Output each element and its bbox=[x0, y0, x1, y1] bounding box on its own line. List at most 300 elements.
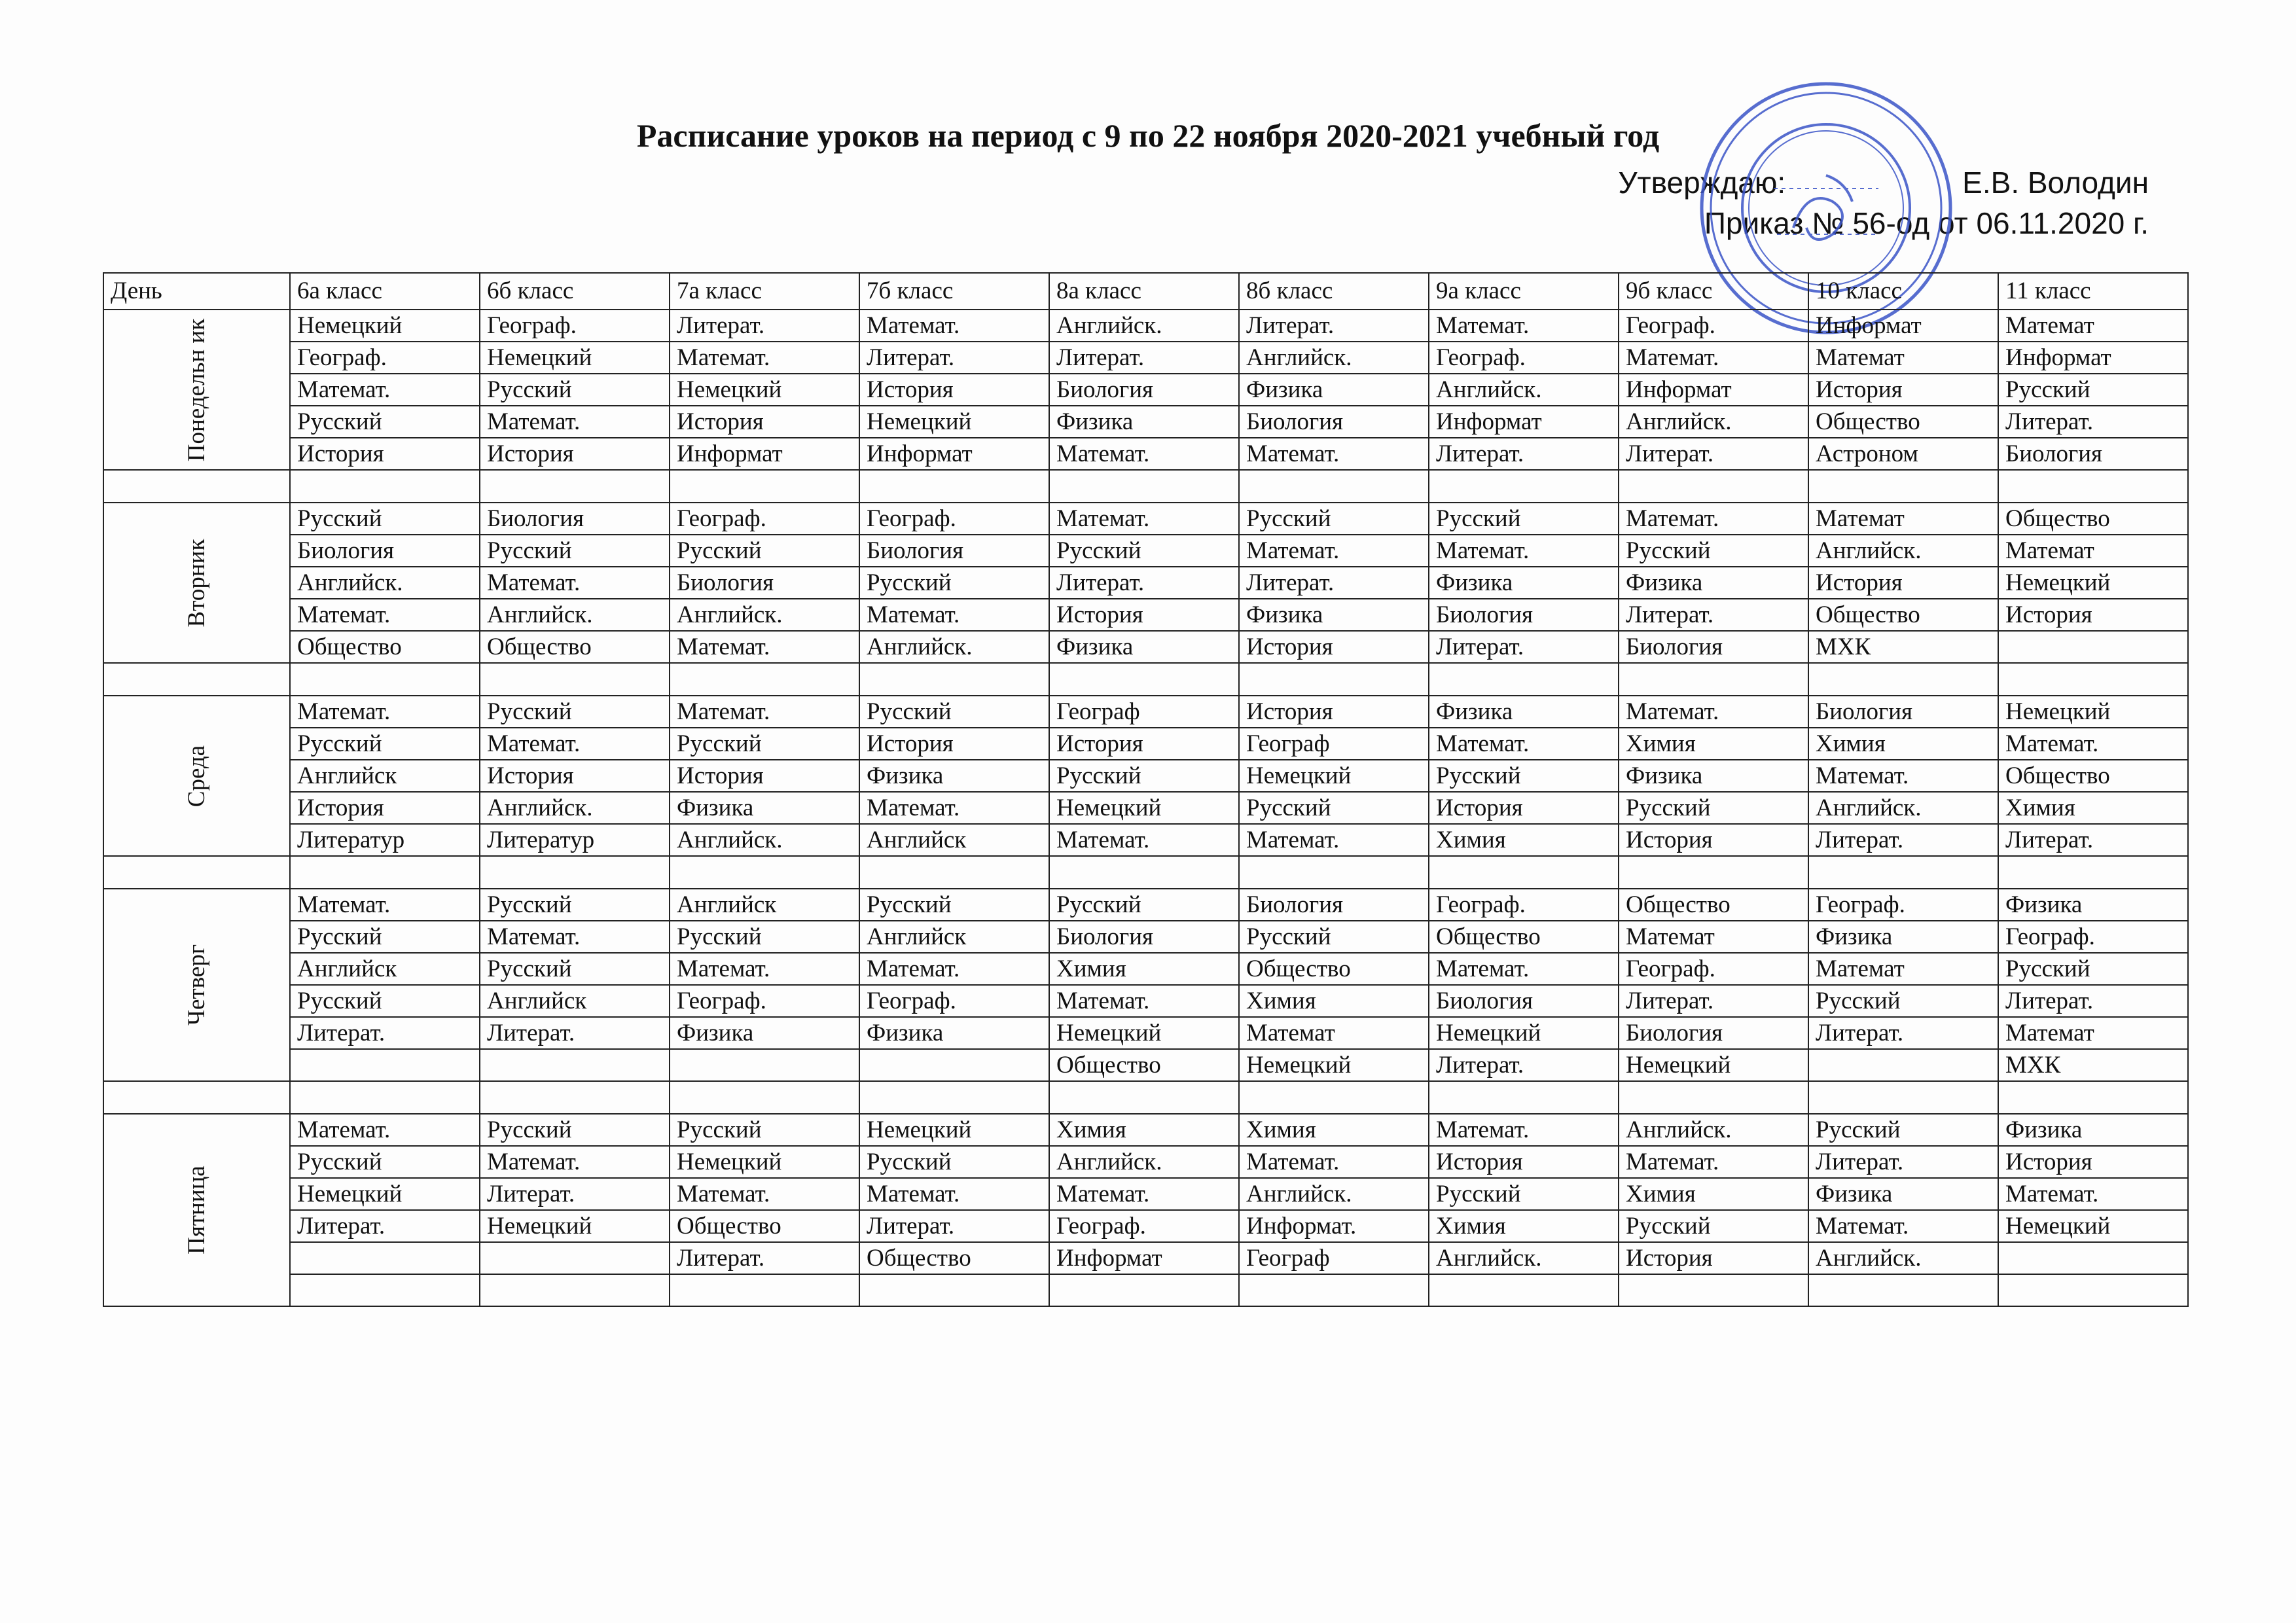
lesson-cell: Математ. bbox=[859, 792, 1049, 824]
lesson-cell: Математ. bbox=[670, 631, 859, 663]
lesson-cell: Литерат. bbox=[480, 1017, 670, 1049]
day-cell bbox=[103, 310, 290, 470]
day-cell bbox=[103, 503, 290, 663]
lesson-cell bbox=[290, 1049, 480, 1081]
lesson-cell: Математ. bbox=[670, 696, 859, 728]
lesson-cell: Информат bbox=[1429, 406, 1619, 438]
lesson-cell: Физика bbox=[1808, 1178, 1998, 1210]
lesson-cell: Математ. bbox=[859, 599, 1049, 631]
lesson-row bbox=[103, 406, 2188, 438]
lesson-cell: История bbox=[1049, 728, 1239, 760]
lesson-row bbox=[103, 824, 2188, 856]
lesson-cell: Литерат. bbox=[1239, 310, 1429, 342]
lesson-cell: Русский bbox=[480, 374, 670, 406]
lesson-cell: Химия bbox=[1429, 824, 1619, 856]
lesson-cell: История bbox=[1808, 374, 1998, 406]
lesson-cell: История bbox=[1808, 567, 1998, 599]
lesson-cell: История bbox=[290, 792, 480, 824]
lesson-cell: Немецкий bbox=[670, 374, 859, 406]
lesson-cell: Математ. bbox=[480, 567, 670, 599]
lesson-cell: Общество bbox=[480, 631, 670, 663]
lesson-cell: Информат bbox=[859, 438, 1049, 470]
empty-cell bbox=[290, 856, 480, 889]
empty-cell bbox=[1239, 470, 1429, 503]
lesson-cell: Математ. bbox=[1239, 1146, 1429, 1178]
lesson-cell: Математ bbox=[1808, 953, 1998, 985]
lesson-cell: Русский bbox=[670, 1114, 859, 1146]
page-title: Расписание уроков на период с 9 по 22 ноября 2020-2021 учебный год bbox=[636, 117, 1660, 154]
day-label: Четверг bbox=[183, 944, 210, 1026]
lesson-cell: Математ. bbox=[480, 406, 670, 438]
lesson-cell: Русский bbox=[480, 953, 670, 985]
empty-cell bbox=[103, 1081, 290, 1114]
empty-cell bbox=[1049, 470, 1239, 503]
lesson-cell: Английск. bbox=[1619, 406, 1808, 438]
lesson-cell: Географ. bbox=[1429, 342, 1619, 374]
lesson-cell: Физика bbox=[1808, 921, 1998, 953]
lesson-cell: История bbox=[1429, 792, 1619, 824]
lesson-cell: Математ. bbox=[1049, 985, 1239, 1017]
lesson-cell: Географ. bbox=[1998, 921, 2188, 953]
lesson-cell: Физика bbox=[1998, 1114, 2188, 1146]
lesson-cell: Русский bbox=[1619, 1210, 1808, 1242]
header-cell: 6б класс bbox=[480, 273, 670, 310]
schedule-table bbox=[103, 272, 2189, 1307]
lesson-row bbox=[103, 599, 2188, 631]
lesson-cell: Русский bbox=[1619, 792, 1808, 824]
lesson-row bbox=[103, 1114, 2188, 1146]
lesson-cell: Математ. bbox=[1239, 535, 1429, 567]
lesson-cell: Математ. bbox=[1239, 438, 1429, 470]
empty-cell bbox=[1429, 856, 1619, 889]
lesson-cell: Немецкий bbox=[1998, 567, 2188, 599]
lesson-cell: Географ. bbox=[1808, 889, 1998, 921]
lesson-cell: Русский bbox=[290, 406, 480, 438]
lesson-cell: Математ. bbox=[1429, 728, 1619, 760]
lesson-cell: Географ. bbox=[670, 985, 859, 1017]
lesson-cell: Математ. bbox=[1429, 310, 1619, 342]
lesson-cell: Математ. bbox=[859, 953, 1049, 985]
empty-cell bbox=[480, 856, 670, 889]
lesson-cell: Английск bbox=[480, 985, 670, 1017]
approval-order: Приказ № 56-од от 06.11.2020 г. bbox=[1704, 206, 2149, 240]
empty-cell bbox=[670, 663, 859, 696]
lesson-cell bbox=[480, 1049, 670, 1081]
lesson-cell: Математ. bbox=[1239, 824, 1429, 856]
lesson-cell: Английск bbox=[859, 921, 1049, 953]
lesson-cell: Математ bbox=[1998, 1017, 2188, 1049]
header-cell: 9а класс bbox=[1429, 273, 1619, 310]
lesson-cell: Английск. bbox=[1239, 1178, 1429, 1210]
lesson-cell: Общество bbox=[1998, 503, 2188, 535]
lesson-cell: Географ. bbox=[290, 342, 480, 374]
empty-cell bbox=[670, 470, 859, 503]
lesson-cell: Биология bbox=[480, 503, 670, 535]
day-separator-row bbox=[103, 1081, 2188, 1114]
lesson-cell: Математ. bbox=[290, 599, 480, 631]
lesson-cell: Математ. bbox=[480, 921, 670, 953]
lesson-cell bbox=[1239, 1274, 1429, 1306]
lesson-cell: Русский bbox=[859, 889, 1049, 921]
lesson-row bbox=[103, 503, 2188, 535]
lesson-cell: Литерат. bbox=[859, 1210, 1049, 1242]
lesson-cell: Русский bbox=[290, 921, 480, 953]
lesson-cell: Немецкий bbox=[1998, 1210, 2188, 1242]
lesson-cell: История bbox=[1998, 599, 2188, 631]
lesson-cell: Литерат. bbox=[670, 310, 859, 342]
lesson-cell: Английск. bbox=[1049, 310, 1239, 342]
lesson-cell: Русский bbox=[290, 985, 480, 1017]
lesson-cell: Немецкий bbox=[1619, 1049, 1808, 1081]
lesson-cell: Географ. bbox=[1429, 889, 1619, 921]
lesson-cell: Физика bbox=[1239, 374, 1429, 406]
lesson-cell: Русский bbox=[1239, 503, 1429, 535]
lesson-cell bbox=[1998, 631, 2188, 663]
lesson-cell: Математ. bbox=[1808, 760, 1998, 792]
lesson-row bbox=[103, 921, 2188, 953]
empty-cell bbox=[1808, 470, 1998, 503]
empty-cell bbox=[1049, 1081, 1239, 1114]
lesson-cell: Астроном bbox=[1808, 438, 1998, 470]
lesson-cell bbox=[1049, 1274, 1239, 1306]
lesson-cell: Русский bbox=[1429, 503, 1619, 535]
lesson-cell: Физика bbox=[859, 1017, 1049, 1049]
empty-cell bbox=[1998, 663, 2188, 696]
lesson-cell: Английск. bbox=[1049, 1146, 1239, 1178]
empty-cell bbox=[859, 663, 1049, 696]
lesson-cell: Русский bbox=[1429, 760, 1619, 792]
lesson-cell: Географ. bbox=[480, 310, 670, 342]
lesson-cell: История bbox=[859, 374, 1049, 406]
lesson-cell: Математ. bbox=[1998, 728, 2188, 760]
lesson-cell: Общество bbox=[1239, 953, 1429, 985]
lesson-cell: Общество bbox=[1429, 921, 1619, 953]
day-label: Среда bbox=[183, 745, 210, 807]
lesson-row bbox=[103, 696, 2188, 728]
lesson-cell: Английск. bbox=[1429, 1242, 1619, 1274]
header-cell: 7а класс bbox=[670, 273, 859, 310]
lesson-cell: Информат bbox=[1619, 374, 1808, 406]
lesson-cell: Литерат. bbox=[1619, 599, 1808, 631]
lesson-cell: Немецкий bbox=[1049, 792, 1239, 824]
lesson-cell: Английск. bbox=[1808, 535, 1998, 567]
lesson-cell: Русский bbox=[1808, 985, 1998, 1017]
lesson-cell bbox=[290, 1274, 480, 1306]
lesson-cell: Немецкий bbox=[859, 1114, 1049, 1146]
lesson-cell: Географ. bbox=[1619, 953, 1808, 985]
header-cell: 8а класс bbox=[1049, 273, 1239, 310]
lesson-row bbox=[103, 342, 2188, 374]
lesson-cell: Английск. bbox=[1619, 1114, 1808, 1146]
lesson-cell: Литерат. bbox=[1619, 985, 1808, 1017]
empty-cell bbox=[1239, 663, 1429, 696]
lesson-cell: Математ. bbox=[290, 696, 480, 728]
empty-cell bbox=[1998, 856, 2188, 889]
lesson-row bbox=[103, 535, 2188, 567]
lesson-cell: Математ bbox=[1808, 342, 1998, 374]
lesson-cell: Математ bbox=[1998, 310, 2188, 342]
lesson-cell: Русский bbox=[480, 1114, 670, 1146]
lesson-cell: Немецкий bbox=[670, 1146, 859, 1178]
lesson-cell: Математ. bbox=[1429, 953, 1619, 985]
empty-cell bbox=[480, 663, 670, 696]
empty-cell bbox=[859, 1081, 1049, 1114]
lesson-cell: Математ. bbox=[1049, 503, 1239, 535]
lesson-cell: Общество bbox=[290, 631, 480, 663]
lesson-cell bbox=[480, 1274, 670, 1306]
lesson-cell: Литерат. bbox=[670, 1242, 859, 1274]
lesson-cell: Литерат. bbox=[1429, 631, 1619, 663]
lesson-cell: Литерат. bbox=[1808, 824, 1998, 856]
lesson-cell: Биология bbox=[1239, 406, 1429, 438]
empty-cell bbox=[670, 1081, 859, 1114]
lesson-cell: Химия bbox=[1049, 953, 1239, 985]
lesson-cell: Русский bbox=[1239, 921, 1429, 953]
lesson-cell: Немецкий bbox=[1239, 1049, 1429, 1081]
lesson-cell: Физика bbox=[1429, 567, 1619, 599]
lesson-cell: Русский bbox=[1429, 1178, 1619, 1210]
lesson-cell: Математ. bbox=[1808, 1210, 1998, 1242]
empty-cell bbox=[103, 663, 290, 696]
lesson-cell: Английск. bbox=[1808, 1242, 1998, 1274]
lesson-cell: Физика bbox=[1619, 567, 1808, 599]
day-cell bbox=[103, 696, 290, 856]
lesson-cell: Биология bbox=[1619, 1017, 1808, 1049]
lesson-cell: Физика bbox=[1998, 889, 2188, 921]
lesson-cell: Английск bbox=[290, 760, 480, 792]
lesson-cell: Информат bbox=[1808, 310, 1998, 342]
header-cell: 9б класс bbox=[1619, 273, 1808, 310]
lesson-cell: История bbox=[859, 728, 1049, 760]
empty-cell bbox=[103, 856, 290, 889]
lesson-cell: Немецкий bbox=[480, 1210, 670, 1242]
header-cell: 10 класс bbox=[1808, 273, 1998, 310]
lesson-cell: Биология bbox=[1998, 438, 2188, 470]
lesson-cell: Немецкий bbox=[1049, 1017, 1239, 1049]
lesson-cell: История bbox=[290, 438, 480, 470]
empty-cell bbox=[1998, 1081, 2188, 1114]
lesson-cell: Общество bbox=[1808, 406, 1998, 438]
lesson-cell bbox=[1998, 1242, 2188, 1274]
lesson-cell: Математ. bbox=[670, 1178, 859, 1210]
lesson-cell: Физика bbox=[670, 1017, 859, 1049]
lesson-cell: Биология bbox=[859, 535, 1049, 567]
lesson-cell: Немецкий bbox=[290, 1178, 480, 1210]
lesson-cell: Математ. bbox=[1429, 1114, 1619, 1146]
lesson-cell: Русский bbox=[480, 535, 670, 567]
lesson-cell bbox=[1808, 1274, 1998, 1306]
lesson-cell: Математ. bbox=[1049, 1178, 1239, 1210]
lesson-cell: История bbox=[670, 406, 859, 438]
empty-cell bbox=[103, 470, 290, 503]
lesson-cell: Химия bbox=[1998, 792, 2188, 824]
lesson-cell: Физика bbox=[1619, 760, 1808, 792]
lesson-cell: Математ. bbox=[1619, 342, 1808, 374]
lesson-row bbox=[103, 631, 2188, 663]
lesson-cell: Русский bbox=[290, 1146, 480, 1178]
day-separator-row bbox=[103, 470, 2188, 503]
lesson-cell bbox=[480, 1242, 670, 1274]
lesson-row bbox=[103, 567, 2188, 599]
lesson-row bbox=[103, 1017, 2188, 1049]
empty-cell bbox=[1429, 663, 1619, 696]
empty-cell bbox=[1049, 856, 1239, 889]
lesson-cell: Английск. bbox=[1239, 342, 1429, 374]
day-label: Пятница bbox=[183, 1166, 210, 1255]
lesson-cell: Русский bbox=[290, 503, 480, 535]
empty-cell bbox=[1998, 470, 2188, 503]
empty-cell bbox=[1808, 1081, 1998, 1114]
lesson-cell: Английск. bbox=[1808, 792, 1998, 824]
header-cell: 6а класс bbox=[290, 273, 480, 310]
empty-cell bbox=[290, 663, 480, 696]
lesson-cell: Русский bbox=[290, 728, 480, 760]
lesson-cell bbox=[1619, 1274, 1808, 1306]
lesson-row bbox=[103, 889, 2188, 921]
lesson-row bbox=[103, 760, 2188, 792]
lesson-cell: Литерат. bbox=[1998, 406, 2188, 438]
lesson-cell: Английск bbox=[290, 953, 480, 985]
empty-cell bbox=[290, 470, 480, 503]
lesson-cell: Физика bbox=[670, 792, 859, 824]
empty-cell bbox=[1619, 663, 1808, 696]
lesson-cell: Литерат. bbox=[480, 1178, 670, 1210]
lesson-cell bbox=[859, 1049, 1049, 1081]
lesson-cell: Химия bbox=[1619, 728, 1808, 760]
lesson-cell: История bbox=[1049, 599, 1239, 631]
lesson-cell: Общество bbox=[1619, 889, 1808, 921]
lesson-cell: Химия bbox=[1619, 1178, 1808, 1210]
lesson-cell bbox=[1808, 1049, 1998, 1081]
lesson-cell: Литерат. bbox=[290, 1210, 480, 1242]
lesson-cell: Общество bbox=[1808, 599, 1998, 631]
lesson-cell: Информат bbox=[1049, 1242, 1239, 1274]
lesson-row bbox=[103, 1210, 2188, 1242]
lesson-cell: Химия bbox=[1429, 1210, 1619, 1242]
empty-cell bbox=[290, 1081, 480, 1114]
day-cell bbox=[103, 1114, 290, 1306]
lesson-cell: Математ. bbox=[1049, 438, 1239, 470]
day-label: Понедельн ик bbox=[183, 318, 210, 461]
lesson-cell: МХК bbox=[1998, 1049, 2188, 1081]
lesson-cell: Литерат. bbox=[1049, 567, 1239, 599]
lesson-cell: Биология bbox=[290, 535, 480, 567]
lesson-row bbox=[103, 438, 2188, 470]
lesson-cell: Литерат. bbox=[1808, 1146, 1998, 1178]
lesson-cell: Русский bbox=[670, 728, 859, 760]
day-separator-row bbox=[103, 663, 2188, 696]
lesson-cell: История bbox=[670, 760, 859, 792]
lesson-cell: Немецкий bbox=[1429, 1017, 1619, 1049]
lesson-cell: Биология bbox=[1049, 921, 1239, 953]
empty-cell bbox=[480, 1081, 670, 1114]
lesson-cell: Биология bbox=[1429, 599, 1619, 631]
lesson-cell: Литерат. bbox=[1998, 824, 2188, 856]
lesson-cell: Информат. bbox=[1239, 1210, 1429, 1242]
lesson-cell: Русский bbox=[1049, 760, 1239, 792]
lesson-cell: Русский bbox=[1808, 1114, 1998, 1146]
lesson-cell: Географ bbox=[1049, 696, 1239, 728]
lesson-cell: Английск bbox=[859, 824, 1049, 856]
lesson-cell: Математ. bbox=[480, 1146, 670, 1178]
lesson-cell: Математ. bbox=[670, 342, 859, 374]
lesson-row bbox=[103, 1049, 2188, 1081]
lesson-cell: Литерат. bbox=[1429, 1049, 1619, 1081]
lesson-cell: Русский bbox=[859, 567, 1049, 599]
lesson-cell: Литерат. bbox=[290, 1017, 480, 1049]
empty-cell bbox=[1619, 470, 1808, 503]
lesson-cell: Русский bbox=[480, 696, 670, 728]
lesson-cell: Математ. bbox=[1619, 696, 1808, 728]
lesson-cell: Общество bbox=[859, 1242, 1049, 1274]
lesson-cell: Географ. bbox=[859, 503, 1049, 535]
header-row bbox=[103, 273, 2188, 310]
lesson-cell: Литерат. bbox=[1049, 342, 1239, 374]
lesson-cell: Русский bbox=[859, 1146, 1049, 1178]
lesson-row bbox=[103, 1242, 2188, 1274]
lesson-cell: Литерат. bbox=[1619, 438, 1808, 470]
lesson-cell: Физика bbox=[1429, 696, 1619, 728]
empty-cell bbox=[1429, 470, 1619, 503]
empty-cell bbox=[480, 470, 670, 503]
lesson-row bbox=[103, 1274, 2188, 1306]
lesson-cell: Английск. bbox=[859, 631, 1049, 663]
lesson-cell: Математ bbox=[1239, 1017, 1429, 1049]
lesson-cell: Русский bbox=[1619, 535, 1808, 567]
empty-cell bbox=[859, 856, 1049, 889]
lesson-cell: Географ. bbox=[1049, 1210, 1239, 1242]
empty-cell bbox=[859, 470, 1049, 503]
lesson-cell: Географ bbox=[1239, 1242, 1429, 1274]
lesson-cell: Географ bbox=[1239, 728, 1429, 760]
lesson-cell: Математ. bbox=[859, 1178, 1049, 1210]
lesson-cell: Английск. bbox=[1429, 374, 1619, 406]
empty-cell bbox=[670, 856, 859, 889]
lesson-cell: Литератур bbox=[290, 824, 480, 856]
lesson-cell: Русский bbox=[1998, 953, 2188, 985]
lesson-cell: Математ. bbox=[1049, 824, 1239, 856]
lesson-cell: Физика bbox=[859, 760, 1049, 792]
lesson-cell: Химия bbox=[1239, 1114, 1429, 1146]
lesson-cell: Русский bbox=[1049, 889, 1239, 921]
lesson-row bbox=[103, 792, 2188, 824]
lesson-cell: Русский bbox=[480, 889, 670, 921]
lesson-cell: Русский bbox=[1998, 374, 2188, 406]
lesson-row bbox=[103, 728, 2188, 760]
lesson-cell: Немецкий bbox=[290, 310, 480, 342]
lesson-cell bbox=[670, 1049, 859, 1081]
lesson-cell: Информат bbox=[1998, 342, 2188, 374]
header-cell: 8б класс bbox=[1239, 273, 1429, 310]
lesson-cell: Английск bbox=[670, 889, 859, 921]
lesson-cell: Русский bbox=[1049, 535, 1239, 567]
lesson-cell: Английск. bbox=[480, 599, 670, 631]
lesson-cell: Математ. bbox=[290, 1114, 480, 1146]
lesson-cell: Биология bbox=[1049, 374, 1239, 406]
empty-cell bbox=[1619, 1081, 1808, 1114]
lesson-cell: Русский bbox=[859, 696, 1049, 728]
header-cell: День bbox=[103, 273, 290, 310]
lesson-cell: Математ. bbox=[859, 310, 1049, 342]
lesson-cell: Химия bbox=[1808, 728, 1998, 760]
lesson-cell: Математ. bbox=[1619, 503, 1808, 535]
lesson-cell: История bbox=[1998, 1146, 2188, 1178]
lesson-cell: Общество bbox=[670, 1210, 859, 1242]
lesson-cell: Литерат. bbox=[1429, 438, 1619, 470]
lesson-row bbox=[103, 1178, 2188, 1210]
empty-cell bbox=[1429, 1081, 1619, 1114]
day-separator-row bbox=[103, 856, 2188, 889]
